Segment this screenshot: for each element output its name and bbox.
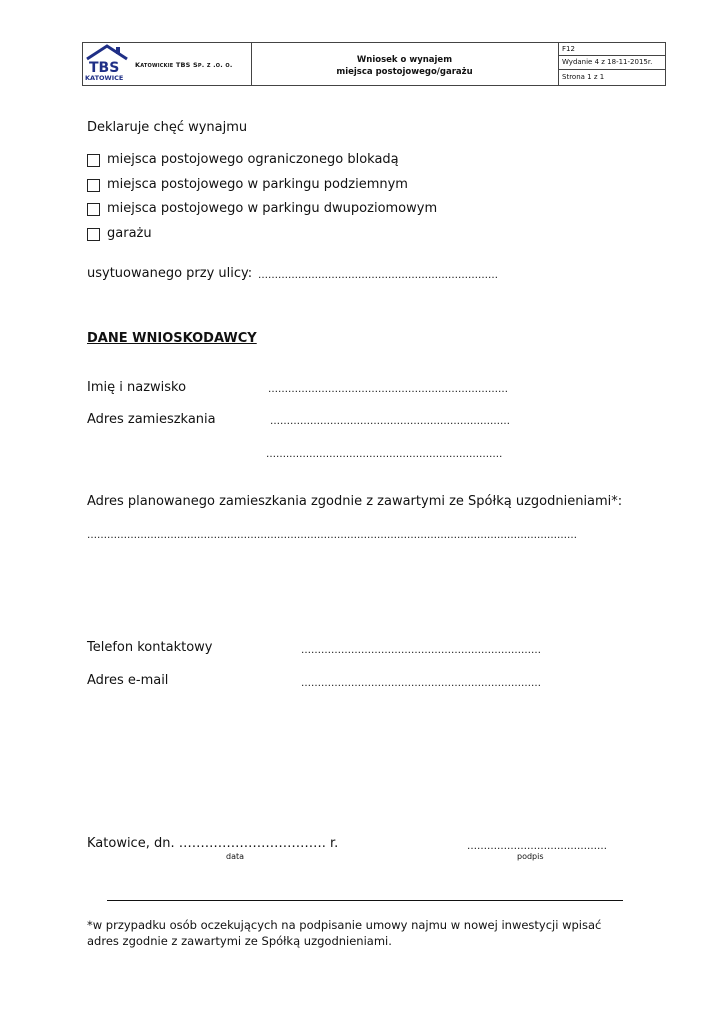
email-field[interactable]: ……………………………………………………………… bbox=[301, 678, 541, 689]
footnote-divider bbox=[107, 900, 623, 901]
option-two-level-label: miejsca postojowego w parkingu dwupoziomowym bbox=[107, 201, 438, 216]
form-edition: Wydanie 4 z 18-11-2015r. bbox=[562, 58, 653, 66]
declaration-intro: Deklaruje chęć wynajmu bbox=[87, 120, 248, 135]
form-title-line1: Wniosek o wynajem bbox=[356, 55, 453, 65]
header-meta-cell bbox=[558, 43, 665, 85]
option-garage-label: garażu bbox=[107, 226, 152, 241]
name-field[interactable]: ……………………………………………………………… bbox=[268, 384, 508, 395]
option-two-level-checkbox[interactable] bbox=[87, 203, 100, 216]
date-caption: data bbox=[226, 852, 245, 861]
name-label: Imię i nazwisko bbox=[87, 380, 187, 395]
logo-text: KATOWICE bbox=[85, 74, 124, 82]
header-logo-cell bbox=[83, 43, 252, 85]
option-blockade-checkbox[interactable] bbox=[87, 154, 100, 167]
option-underground-checkbox[interactable] bbox=[87, 179, 100, 192]
planned-address-label: Adres planowanego zamieszkania zgodnie z zawartymi ze Spółką uzgodnieniami*: bbox=[87, 494, 623, 509]
form-title-line2: miejsca postojowego/garażu bbox=[336, 67, 473, 77]
email-label: Adres e-mail bbox=[87, 673, 169, 688]
company-name: Katowickie TBS Sp. z .o. o. bbox=[135, 61, 233, 69]
signature-caption: podpis bbox=[517, 852, 544, 861]
svg-text:TBS: TBS bbox=[89, 60, 120, 76]
footnote-line1: *w przypadku osób oczekujących na podpisanie umowy najmu w nowej inwestycji wpisać bbox=[87, 918, 602, 932]
street-label: usytuowanego przy ulicy: bbox=[87, 266, 253, 281]
place-date[interactable]: Katowice, dn. ……………………………. r. bbox=[87, 836, 339, 851]
phone-field[interactable]: ……………………………………………………………… bbox=[301, 645, 541, 656]
option-underground-label: miejsca postojowego w parkingu podziemnym bbox=[107, 177, 408, 192]
address-field[interactable]: ……………………………………………………………… bbox=[270, 416, 510, 427]
option-blockade-label: miejsca postojowego ograniczonego blokadą bbox=[107, 152, 399, 167]
applicant-heading: DANE WNIOSKODAWCY bbox=[87, 331, 257, 346]
option-garage-checkbox[interactable] bbox=[87, 228, 100, 241]
signature-field[interactable]: …………………………………… bbox=[467, 841, 607, 852]
tbs-logo-icon bbox=[85, 44, 131, 76]
address-label: Adres zamieszkania bbox=[87, 412, 216, 427]
street-field[interactable]: ……………………………………………………………… bbox=[258, 270, 498, 281]
document-header bbox=[82, 42, 666, 86]
planned-address-field[interactable]: ………………………………………………………………………………………………………………………………… bbox=[87, 530, 577, 541]
form-code: F12 bbox=[562, 45, 575, 53]
address-field-line2[interactable]: …….……………………………….……………………… bbox=[266, 449, 503, 460]
phone-label: Telefon kontaktowy bbox=[87, 640, 213, 655]
footnote-line2: adres zgodnie z zawartymi ze Spółką uzgodnieniami. bbox=[87, 934, 392, 948]
header-title-cell bbox=[251, 43, 559, 85]
page-number: Strona 1 z 1 bbox=[562, 73, 605, 81]
